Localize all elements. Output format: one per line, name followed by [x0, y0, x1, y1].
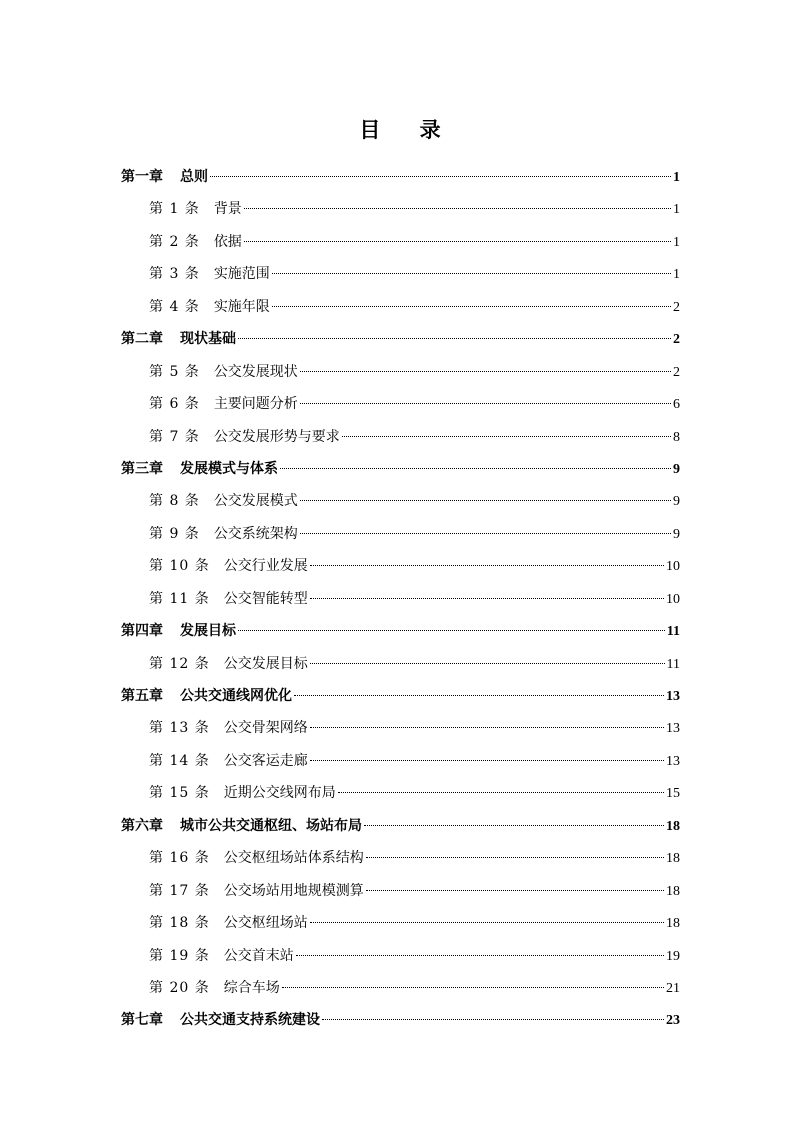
- toc-entry-page: 6: [673, 397, 680, 413]
- toc-entry-number: 第 18 条: [149, 915, 210, 932]
- toc-entry-page: 13: [666, 689, 680, 704]
- toc-entry-title: 公交骨架网络: [223, 720, 308, 737]
- toc-article-entry[interactable]: [121, 550, 680, 582]
- toc-article-entry[interactable]: [121, 745, 680, 777]
- toc-leader-dots: [300, 500, 671, 501]
- toc-entry-title: 主要问题分析: [213, 396, 298, 413]
- toc-entry-title: 公交发展现状: [213, 363, 298, 380]
- toc-entry-title: 公交枢纽场站: [223, 915, 308, 932]
- toc-entry-number: 第三章: [121, 460, 163, 477]
- toc-entry-page: 9: [673, 494, 680, 510]
- toc-leader-dots: [310, 598, 664, 599]
- toc-entry-page: 11: [666, 656, 680, 672]
- toc-entry-number: 第 2 条: [149, 233, 200, 250]
- toc-leader-dots: [364, 825, 664, 826]
- toc-entry-number: 第 17 条: [149, 882, 210, 899]
- toc-entry-number: 第 9 条: [149, 525, 200, 542]
- toc-article-entry[interactable]: [121, 940, 680, 972]
- toc-entry-number: 第 7 条: [149, 428, 200, 445]
- toc-article-entry[interactable]: [121, 972, 680, 1004]
- toc-leader-dots: [338, 792, 664, 793]
- toc-leader-dots: [272, 273, 671, 274]
- toc-leader-dots: [238, 338, 671, 339]
- toc-entry-page: 23: [666, 1013, 680, 1029]
- toc-entry-title: 发展模式与体系: [180, 460, 278, 477]
- toc-entry-number: 第七章: [121, 1012, 163, 1029]
- toc-entry-title: 公交首末站: [223, 947, 294, 964]
- toc-entry-number: 第 13 条: [149, 720, 210, 737]
- toc-entry-number: 第 19 条: [149, 947, 210, 964]
- toc-leader-dots: [366, 890, 664, 891]
- toc-entry-title: 公交发展目标: [223, 655, 308, 672]
- toc-entry-page: 11: [666, 624, 680, 640]
- toc-entry-title: 公共交通线网优化: [180, 688, 292, 704]
- toc-entry-page: 9: [673, 526, 680, 542]
- toc-leader-dots: [244, 208, 671, 209]
- toc-leader-dots: [210, 176, 671, 177]
- toc-entry-number: 第 6 条: [149, 396, 200, 413]
- toc-article-entry[interactable]: [121, 583, 680, 615]
- toc-entry-page: 10: [666, 591, 680, 607]
- toc-entry-number: 第 20 条: [149, 979, 210, 996]
- toc-article-entry[interactable]: [121, 356, 680, 388]
- toc-leader-dots: [342, 436, 671, 437]
- toc-entry-page: 18: [666, 916, 680, 932]
- toc-article-entry[interactable]: [121, 777, 680, 809]
- toc-entry-title: 综合车场: [223, 979, 280, 996]
- toc-entry-number: 第 8 条: [149, 493, 200, 510]
- toc-leader-dots: [294, 695, 664, 696]
- toc-chapter-entry[interactable]: [121, 323, 680, 355]
- toc-leader-dots: [366, 857, 664, 858]
- toc-entry-title: 公交系统架构: [213, 525, 298, 542]
- toc-entry-page: 1: [673, 234, 680, 250]
- toc-leader-dots: [310, 663, 665, 664]
- table-of-contents: [121, 161, 680, 1037]
- toc-entry-title: 公交枢纽场站体系结构: [223, 850, 364, 867]
- toc-entry-number: 第 12 条: [149, 655, 210, 672]
- toc-article-entry[interactable]: [121, 421, 680, 453]
- toc-leader-dots: [238, 630, 665, 631]
- toc-article-entry[interactable]: [121, 875, 680, 907]
- toc-leader-dots: [244, 241, 671, 242]
- toc-entry-page: 19: [666, 948, 680, 964]
- toc-entry-page: 18: [666, 818, 680, 834]
- toc-entry-title: 近期公交线网布局: [223, 785, 336, 802]
- toc-entry-page: 2: [673, 364, 680, 380]
- toc-entry-number: 第五章: [121, 688, 163, 704]
- toc-leader-dots: [300, 403, 671, 404]
- toc-entry-number: 第 15 条: [149, 785, 210, 802]
- toc-entry-number: 第四章: [121, 623, 163, 640]
- toc-entry-title: 公共交通支持系统建设: [180, 1012, 320, 1029]
- toc-article-entry[interactable]: [121, 485, 680, 517]
- toc-entry-title: 公交客运走廊: [223, 752, 308, 769]
- toc-entry-number: 第 14 条: [149, 752, 210, 769]
- toc-entry-number: 第六章: [121, 817, 163, 834]
- toc-entry-number: 第 11 条: [149, 590, 210, 607]
- toc-leader-dots: [300, 533, 671, 534]
- toc-article-entry[interactable]: [121, 907, 680, 939]
- toc-leader-dots: [300, 371, 671, 372]
- toc-article-entry[interactable]: [121, 193, 680, 225]
- toc-entry-number: 第 5 条: [149, 363, 200, 380]
- toc-chapter-entry[interactable]: [121, 615, 680, 647]
- toc-chapter-entry[interactable]: [121, 1004, 680, 1036]
- toc-leader-dots: [280, 468, 671, 469]
- toc-entry-title: 现状基础: [180, 331, 236, 348]
- toc-entry-page: 18: [666, 883, 680, 899]
- toc-entry-number: 第 4 条: [149, 298, 200, 315]
- toc-entry-page: 18: [666, 851, 680, 867]
- toc-entry-page: 1: [673, 202, 680, 218]
- toc-chapter-entry[interactable]: [121, 453, 680, 485]
- toc-article-entry[interactable]: [121, 712, 680, 744]
- toc-leader-dots: [310, 565, 664, 566]
- toc-entry-page: 9: [673, 461, 680, 477]
- toc-leader-dots: [296, 955, 664, 956]
- toc-entry-page: 2: [673, 299, 680, 315]
- toc-entry-title: 公交发展形势与要求: [213, 428, 340, 445]
- toc-entry-title: 实施年限: [213, 298, 270, 315]
- toc-entry-page: 1: [673, 267, 680, 283]
- toc-entry-title: 公交发展模式: [213, 493, 298, 510]
- toc-entry-number: 第 3 条: [149, 266, 200, 283]
- toc-entry-title: 城市公共交通枢纽、场站布局: [180, 817, 362, 834]
- toc-leader-dots: [282, 987, 664, 988]
- toc-entry-number: 第二章: [121, 331, 163, 348]
- toc-entry-page: 1: [673, 170, 680, 185]
- toc-entry-title: 公交场站用地规模测算: [223, 882, 364, 899]
- toc-entry-title: 依据: [213, 233, 242, 250]
- toc-article-entry[interactable]: [121, 291, 680, 323]
- toc-entry-title: 背景: [213, 201, 242, 218]
- toc-article-entry[interactable]: [121, 518, 680, 550]
- toc-entry-page: 13: [666, 753, 680, 769]
- toc-entry-page: 15: [666, 786, 680, 802]
- toc-leader-dots: [272, 306, 671, 307]
- toc-article-entry[interactable]: [121, 648, 680, 680]
- toc-entry-page: 13: [666, 721, 680, 737]
- toc-chapter-entry[interactable]: [121, 810, 680, 842]
- toc-entry-number: 第 10 条: [149, 558, 210, 575]
- toc-chapter-entry[interactable]: [121, 161, 680, 193]
- toc-article-entry[interactable]: [121, 388, 680, 420]
- toc-article-entry[interactable]: [121, 226, 680, 258]
- toc-entry-title: 实施范围: [213, 266, 270, 283]
- page-title: 目 录: [359, 118, 457, 142]
- toc-article-entry[interactable]: [121, 842, 680, 874]
- toc-chapter-entry[interactable]: [121, 680, 680, 712]
- toc-entry-page: 2: [673, 332, 680, 348]
- toc-entry-title: 公交行业发展: [223, 558, 308, 575]
- toc-entry-title: 总则: [180, 169, 208, 185]
- toc-entry-page: 21: [666, 980, 680, 996]
- toc-entry-number: 第 1 条: [149, 201, 200, 218]
- toc-leader-dots: [310, 760, 664, 761]
- toc-entry-title: 公交智能转型: [223, 590, 308, 607]
- toc-entry-number: 第一章: [121, 169, 163, 185]
- toc-leader-dots: [322, 1019, 664, 1020]
- toc-article-entry[interactable]: [121, 258, 680, 290]
- toc-entry-page: 10: [666, 559, 680, 575]
- toc-leader-dots: [310, 727, 664, 728]
- toc-entry-title: 发展目标: [180, 623, 236, 640]
- toc-leader-dots: [310, 922, 664, 923]
- toc-entry-number: 第 16 条: [149, 850, 210, 867]
- toc-entry-page: 8: [673, 429, 680, 445]
